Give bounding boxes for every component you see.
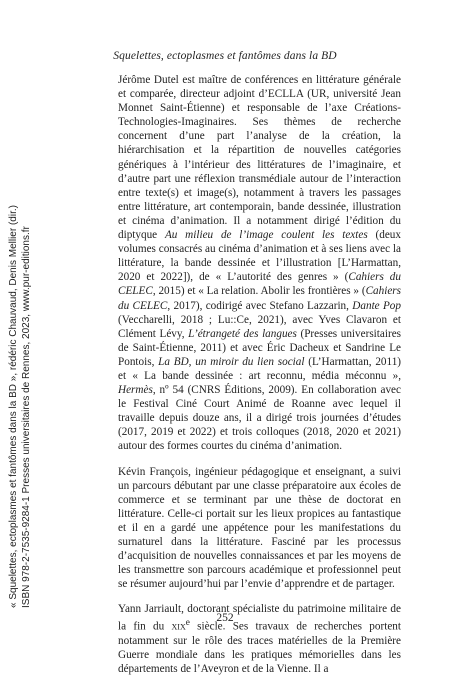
text-span: , 2015) et « La relation. Abolir les frontières » (	[152, 285, 366, 298]
journal-title: Cahiers du CELEC	[118, 271, 401, 298]
century-numeral: xix	[171, 621, 186, 634]
text-span: (Veccharelli, 2018 ; Lu::Ce, 2021), avec Yves Clavaron et Clément Lévy,	[118, 313, 401, 340]
page-number: 252	[216, 612, 234, 624]
text-span: siècle. Ses travaux de recherches portent notamment sur le rôle des traces matérielles de la Première Guerre mondiale dans les pratiques mémorielles dans les départements de l’Aveyron et de la Vienne. Il a	[118, 621, 401, 676]
running-head: Squelettes, ectoplasmes et fantômes dans la BD	[113, 50, 337, 62]
bio-paragraph-francois: Kévin François, ingénieur pédagogique et enseignant, a suivi un parcours débutant par une classe préparatoire aux écoles de commerce et se terminant par une thèse de doctorat en littérature. Celle-ci portait sur les lieux propices au fantastique et il en a gardé une appétence pour les manifestations du surnaturel dans la littérature. Fasciné par les processus d’acquisition de nouvelles connaissances et par les moyens de les transmettre son parcours académique et professionnel peut se résumer aujourd’hui par l’envie d’apprendre et de partager.	[118, 465, 401, 591]
journal-title: Cahiers du CELEC	[118, 285, 401, 312]
text-span: Yann Jarriault, doctorant spécialiste du patrimoine militaire de la fin du	[118, 603, 401, 634]
text-span: , nº 54 (CNRS Éditions, 2009). En collaboration avec le Festival Ciné Court Animé de Roanne avec lequel il travaille depuis douze ans, il a dirigé trois journées d’études (2017, 2019 et 2022) et trois colloques (2018, 2020 et 2021) autour des formes courtes du cinéma d’animation.	[118, 384, 401, 453]
text-span: (L’Harmattan, 2011) et « La bande dessinée : art reconnu, média méconnu »,	[118, 355, 402, 382]
bio-paragraph-dutel	[118, 73, 401, 454]
body-text	[118, 73, 401, 677]
text-span: (Presses universitaires de Saint-Étienne, 2011) et avec Éric Dacheux et Sandrine Le Pontois,	[118, 327, 402, 368]
book-title: L’étrangeté des langues	[188, 327, 297, 340]
superscript: e	[185, 618, 190, 629]
book-title: Au milieu de l’image coulent les textes	[164, 229, 368, 242]
book-title: La BD, un miroir du lien social	[158, 355, 305, 368]
book-title: Dante Pop	[352, 299, 401, 312]
text-span: , 2017), codirigé avec Stefano Lazzarin,	[167, 299, 353, 312]
side-citation	[8, 205, 33, 608]
side-citation-line-1: « Squelettes, ectoplasmes et fantômes dans la BD », rédéric Chauvaud, Denis Mellier (dir.)	[8, 205, 19, 608]
side-citation-line-2: ISBN 978-2-7535-9284-1 Presses universitaires de Rennes, 2023, www.pur-editions.fr	[20, 226, 32, 608]
journal-title: Hermès	[118, 384, 153, 397]
text-span: Jérôme Dutel est maître de conférences en littérature générale et comparée, directeur adjoint d’ECLLA (UR, université Jean Monnet Saint-Étienne) et responsable de l’axe Créations-Technologies-Imaginaires. Ses thèmes de recherche concernent d’une part l’analyse de la création, la hiérarchisation et la répartition de nouvelles catégories génériques à l’intérieur des littératures de l’imaginaire, et d’autre part une réflexion transmédiale autour de l’interaction entre texte(s) et image(s), notamment à travers les passages entre littérature, art contemporain, bande dessinée, illustration et cinéma d’animation. Il a notamment dirigé l’édition du diptyque	[118, 74, 401, 242]
text-span: (deux volumes consacrés au cinéma d’animation et à ses liens avec la littérature, la bande dessinée et l’illustration [L’Harmattan, 2020 et 2022]), de « L’autorité des genres » (	[118, 229, 401, 284]
